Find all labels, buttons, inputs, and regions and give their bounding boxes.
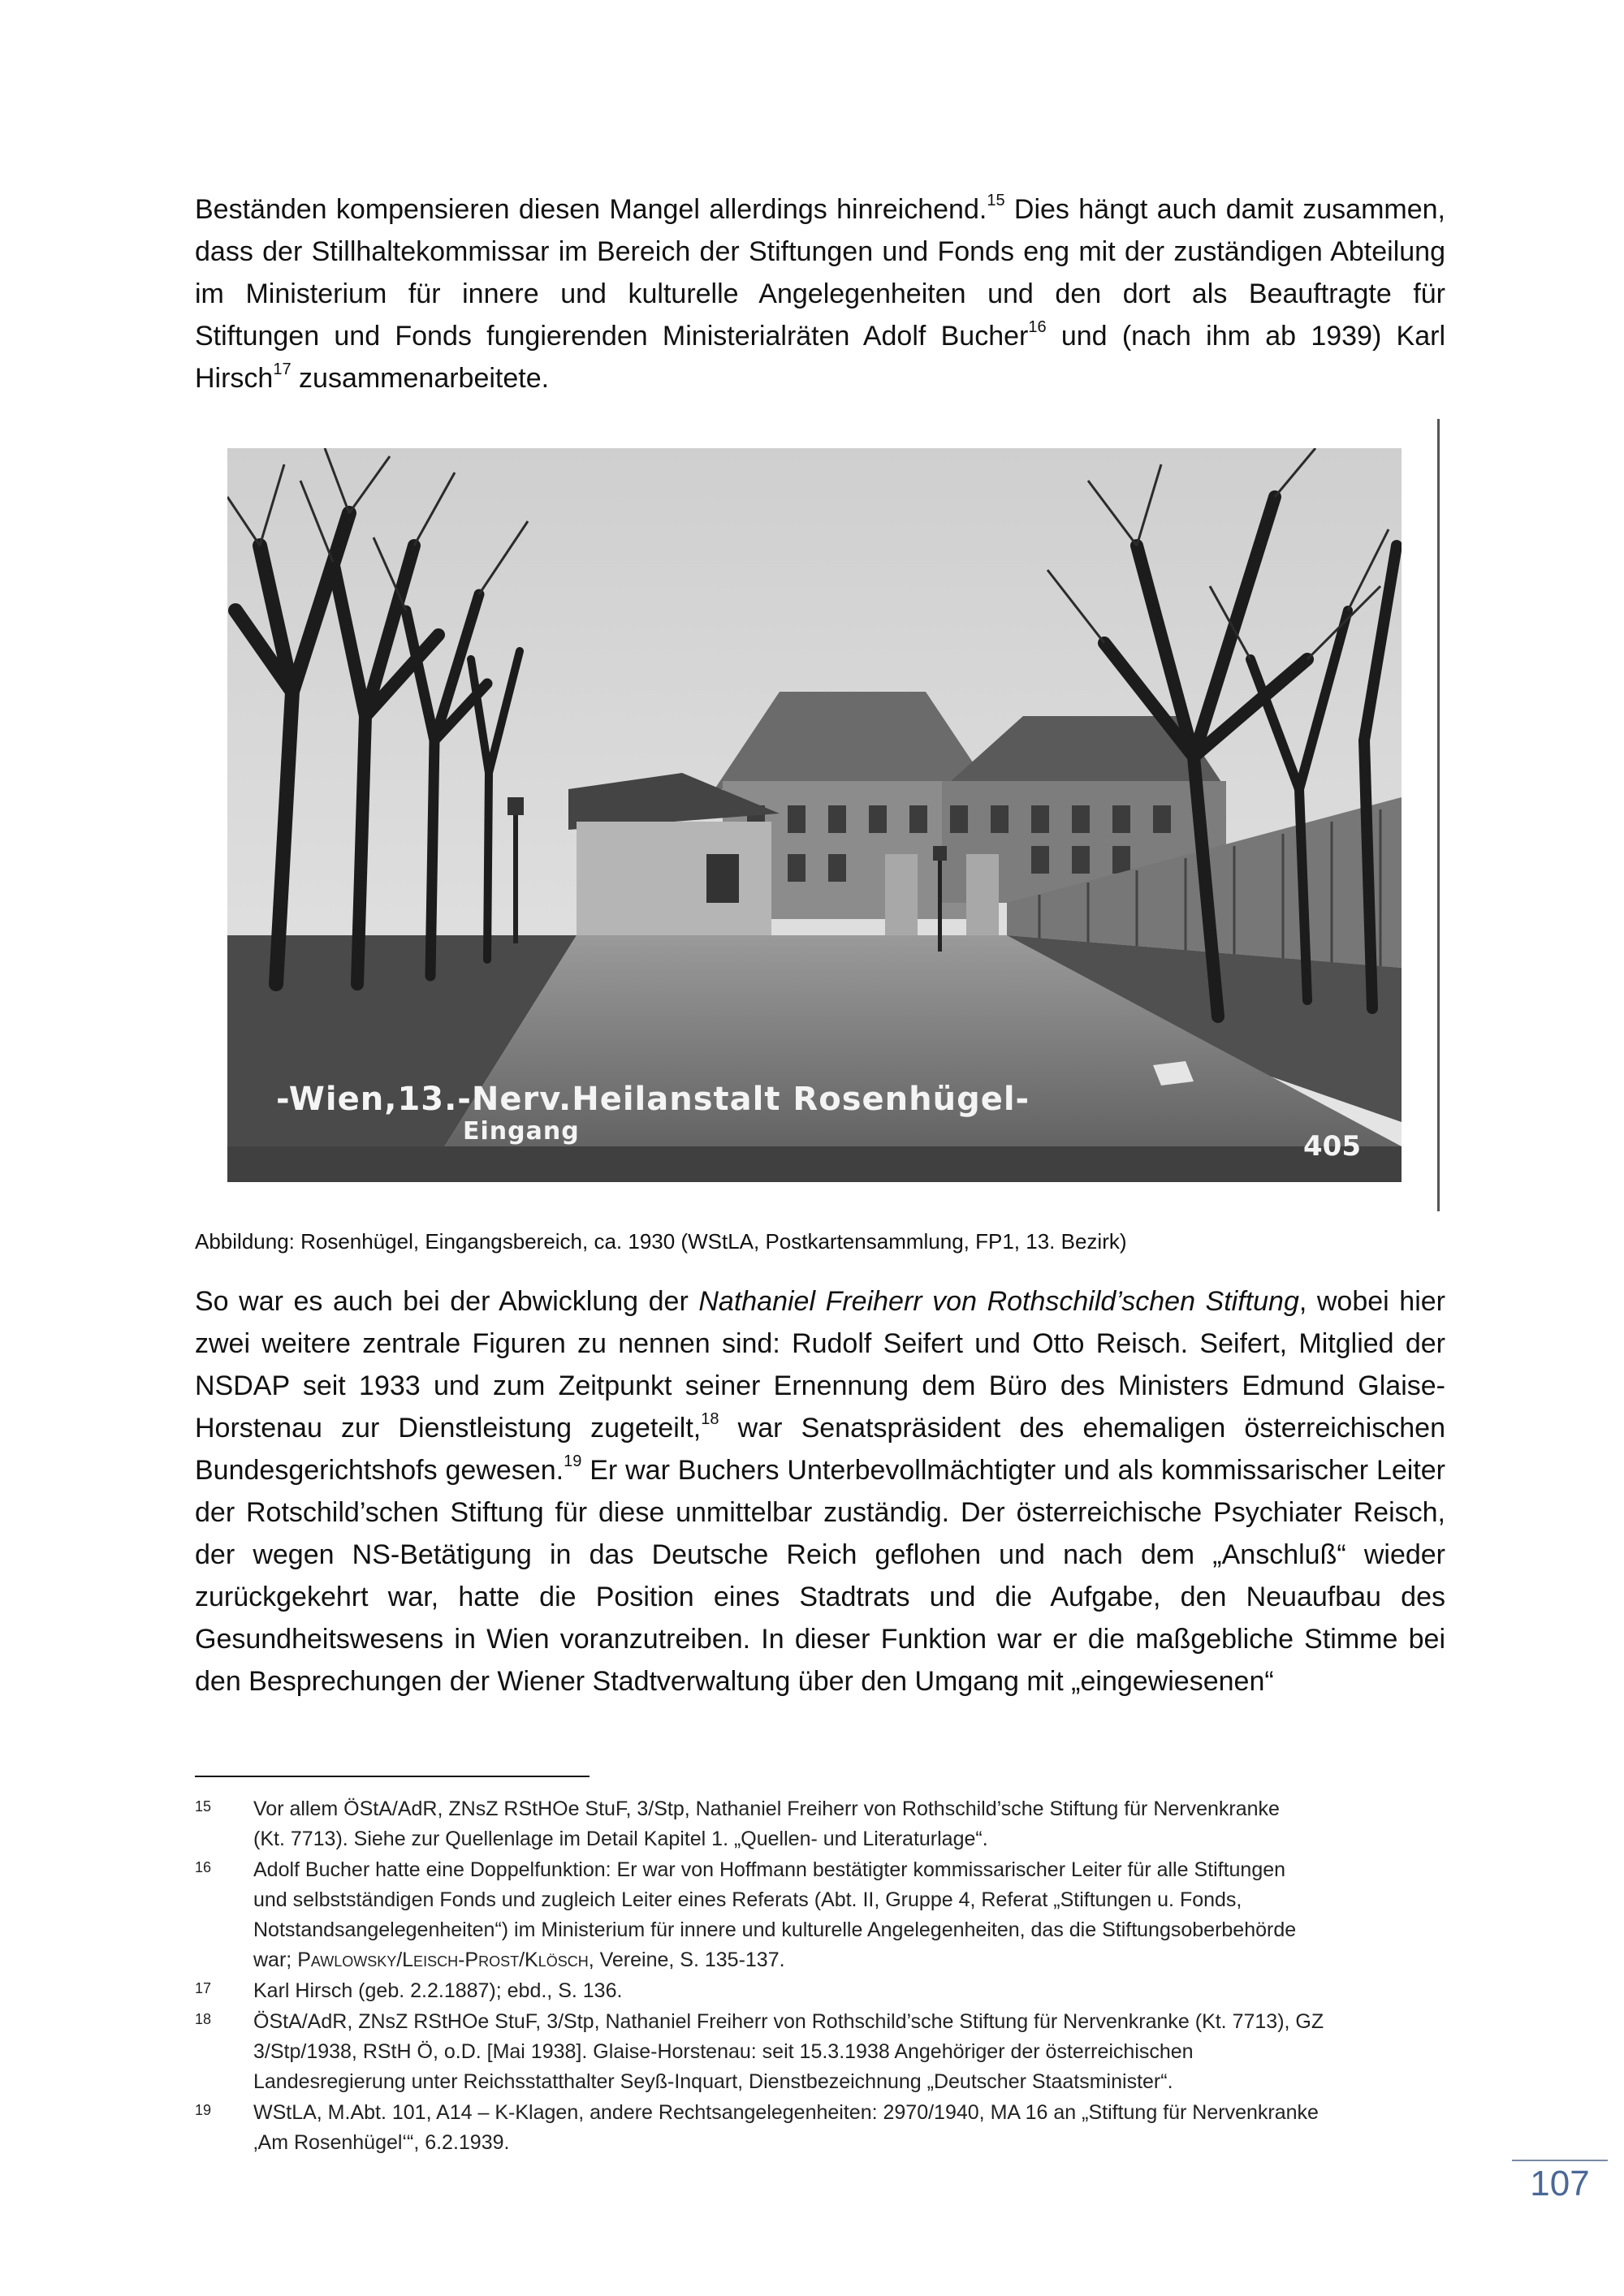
text-line: So war es auch bei der Abwicklung der Nathaniel Freiherr von Rothschild’schen Stiftung, wobei hier (195, 1286, 1445, 1317)
main-paragraph (195, 1280, 1445, 1703)
footnote-19 (195, 2098, 1445, 2158)
text-line: Bundesgerichtshofs gewesen.$^{19}$ Er war Buchers Unterbevollmächtigter und als kommissarischer Leiter (195, 1452, 1445, 1486)
text-line: Gesundheitswesens in Wien voranzutreiben. In dieser Funktion war er die maßgebliche Stimme bei (195, 1624, 1445, 1655)
text-line: Hirsch$^{17}$ zusammenarbeitete. (195, 360, 550, 394)
page-number: 107 (1530, 2164, 1590, 2203)
footnotes (195, 1794, 1445, 2159)
footnote-number: 17 (195, 1980, 212, 1996)
figure (195, 419, 1445, 1211)
footnote-15 (195, 1794, 1445, 1854)
postcard-photo (227, 448, 1402, 1182)
text-line: Beständen kompensieren diesen Mangel allerdings hinreichend.$^{15}$ Dies hängt auch damit zusammen, (195, 191, 1445, 225)
text-line: Stiftungen und Fonds fungierenden Ministerialräten Adolf Bucher$^{16}$ und (nach ihm ab 1939) Karl (195, 317, 1446, 352)
author-names: Pawlowsky/Leisch-Prost/Klösch (297, 1949, 589, 1971)
figure-edge (1437, 419, 1440, 1211)
footnote-number: 16 (195, 1859, 212, 1875)
footnote-line: Karl Hirsch (geb. 2.2.1887); ebd., S. 136. (253, 1979, 623, 2002)
footnote-separator (195, 1776, 590, 1777)
postcard-caption-line-2: Eingang (463, 1117, 580, 1146)
text-line: zwei weitere zentrale Figuren zu nennen sind: Rudolf Seifert und Otto Reisch. Seifert, Mitglied der (195, 1328, 1445, 1359)
footnote-line: Adolf Bucher hatte eine Doppelfunktion: Er war von Hoffmann bestätigter kommissarischer Leiter für alle Stiftungen (253, 1858, 1286, 1881)
text-line: Horstenau zur Dienstleistung zugeteilt,$^{18}$ war Senatspräsident des ehemaligen österreichischen (195, 1409, 1445, 1444)
foundation-name: Nathaniel Freiherr von Rothschild’schen Stiftung (698, 1286, 1299, 1317)
postcard-caption (276, 1083, 1030, 1148)
footnote-line: ‚Am Rosenhügel‘“, 6.2.1939. (253, 2131, 510, 2154)
footnote-17 (195, 1976, 1445, 2006)
footnote-ref-15[interactable]: 15 (987, 191, 1005, 209)
footnote-line: ÖStA/AdR, ZNsZ RStHOe StuF, 3/Stp, Nathaniel Freiherr von Rothschild’sche Stiftung für Nervenkranke (Kt. 7713), GZ (253, 2010, 1324, 2033)
text-line: zurückgekehrt war, hatte die Position eines Stadtrats und die Aufgabe, den Neuaufbau des (195, 1582, 1445, 1612)
footnote-ref-19[interactable]: 19 (564, 1452, 582, 1470)
footnote-number: 18 (195, 2011, 212, 2027)
footnote-line: Landesregierung unter Reichsstatthalter Seyß-Inquart, Dienstbezeichnung „Deutscher Staatsminister“. (253, 2070, 1173, 2093)
postcard-number: 405 (1303, 1130, 1361, 1163)
footnote-line: Notstandsangelegenheiten“) im Ministerium für innere und kulturelle Angelegenheiten, das die Stiftungsoberbehörde (253, 1918, 1297, 1941)
footnote-line: und selbstständigen Fonds und zugleich Leiter eines Referats (Abt. II, Gruppe 4, Referat „Stiftungen u. Fonds, (253, 1888, 1242, 1911)
footnote-16 (195, 1855, 1445, 1975)
footnote-ref-16[interactable]: 16 (1028, 317, 1047, 336)
text-line: dass der Stillhaltekommissar im Bereich der Stiftungen und Fonds eng mit der zuständigen Abteilung (195, 236, 1445, 267)
footnote-line: Vor allem ÖStA/AdR, ZNsZ RStHOe StuF, 3/Stp, Nathaniel Freiherr von Rothschild’sche Stiftung für Nervenkranke (253, 1798, 1280, 1820)
text-line: der Rotschild’schen Stiftung für diese unmittelbar zuständig. Der österreichische Psychiater Reisch, (195, 1497, 1445, 1528)
footnote-number: 15 (195, 1798, 212, 1815)
footnote-number: 19 (195, 2102, 212, 2118)
postcard-photo-image (227, 448, 1402, 1182)
footnote-line: 3/Stp/1938, RStH Ö, o.D. [Mai 1938]. Glaise-Horstenau: seit 15.3.1938 Angehöriger der österreichischen (253, 2040, 1194, 2063)
text-line: im Ministerium für innere und kulturelle Angelegenheiten und den dort als Beauftragte für (195, 278, 1445, 309)
footnote-line: (Kt. 7713). Siehe zur Quellenlage im Detail Kapitel 1. „Quellen- und Literaturlage“. (253, 1828, 988, 1850)
figure-caption: Abbildung: Rosenhügel, Eingangsbereich, ca. 1930 (WStLA, Postkartensammlung, FP1, 13. Bezirk) (195, 1229, 1127, 1254)
page-number-rule (1512, 2160, 1608, 2161)
footnote-ref-18[interactable]: 18 (701, 1409, 719, 1428)
text-line: der wegen NS-Betätigung in das Deutsche Reich geflohen und nach dem „Anschluß“ wieder (195, 1539, 1445, 1570)
text-line: den Besprechungen der Wiener Stadtverwaltung über den Umgang mit „eingewiesenen“ (195, 1666, 1274, 1697)
footnote-ref-17[interactable]: 17 (273, 360, 292, 378)
footnote-line: WStLA, M.Abt. 101, A14 – K-Klagen, andere Rechtsangelegenheiten: 2970/1940, MA 16 an „Stiftung für Nervenkranke (253, 2101, 1319, 2124)
footnote-line: war; Pawlowsky/Leisch-Prost/Klösch, Vereine, S. 135-137. (253, 1949, 785, 1971)
postcard-caption-line-1: -Wien,13.-Nerv.Heilanstalt Rosenhügel- (276, 1081, 1030, 1118)
text-line: NSDAP seit 1933 und zum Zeitpunkt seiner Ernennung dem Büro des Ministers Edmund Glaise- (195, 1370, 1445, 1401)
top-paragraph (195, 188, 1445, 399)
footnote-18 (195, 2007, 1445, 2097)
